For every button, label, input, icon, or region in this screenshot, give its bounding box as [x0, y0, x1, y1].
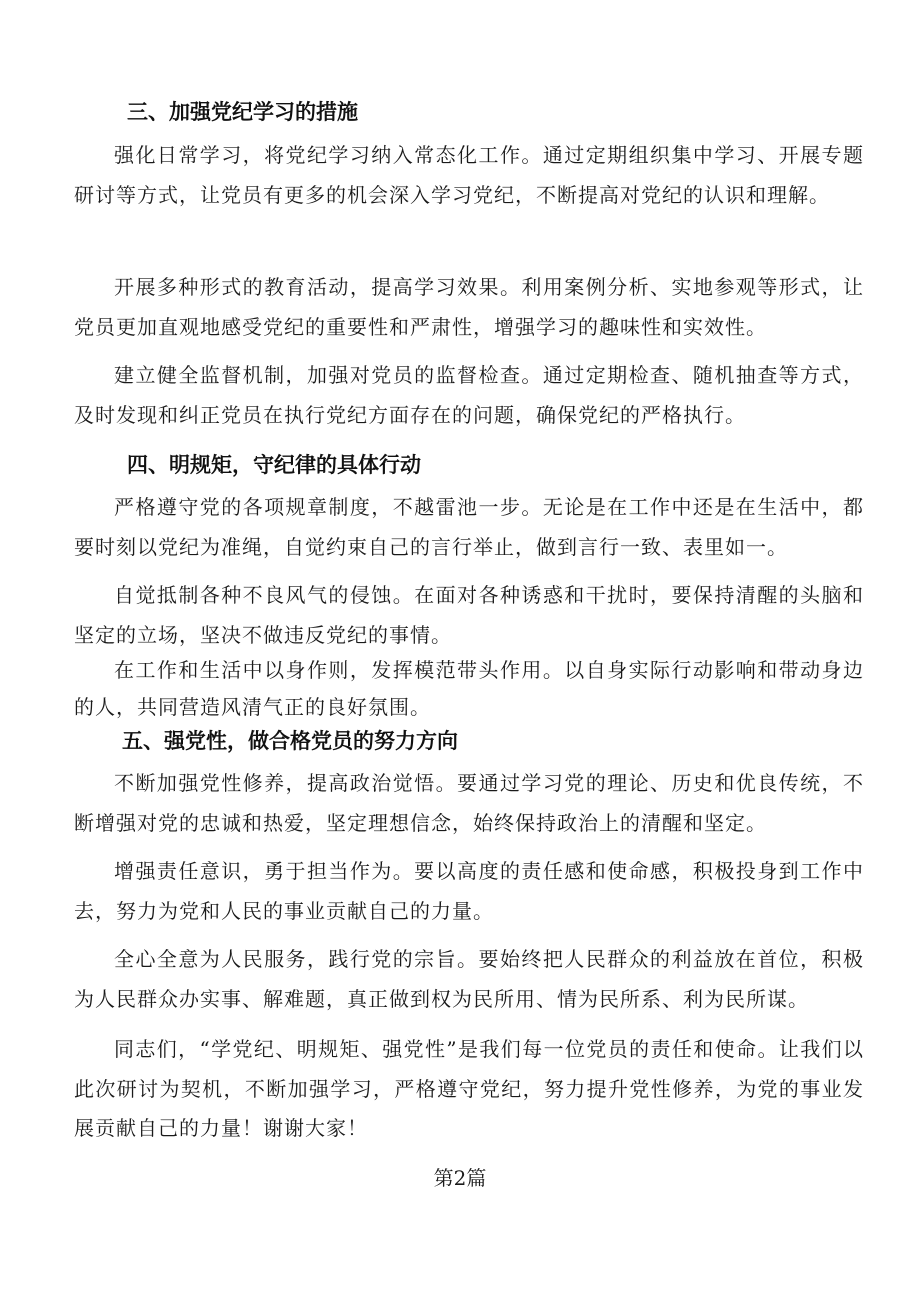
section-4-paragraph-1: 严格遵守党的各项规章制度，不越雷池一步。无论是在工作中还是在生活中，都要时刻以党纪为准绳，自觉约束自己的言行举止，做到言行一致、表里如一。	[74, 495, 864, 559]
section-3-paragraph-2: 开展多种形式的教育活动，提高学习效果。利用案例分析、实地参观等形式，让党员更加直观地感受党纪的重要性和严肃性，增强学习的趣味性和实效性。	[74, 275, 864, 339]
section-3-paragraph-1: 强化日常学习，将党纪学习纳入常态化工作。通过定期组织集中学习、开展专题研讨等方式，让党员有更多的机会深入学习党纪，不断提高对党纪的认识和理解。	[74, 143, 864, 207]
section-5-paragraph-1: 不断加强党性修养，提高政治觉悟。要通过学习党的理论、历史和优良传统，不断增强对党的忠诚和热爱，坚定理想信念，始终保持政治上的清醒和坚定。	[74, 771, 864, 835]
section-3-paragraph-3: 建立健全监督机制，加强对党员的监督检查。通过定期检查、随机抽查等方式，及时发现和纠正党员在执行党纪方面存在的问题，确保党纪的严格执行。	[74, 363, 864, 427]
closing-paragraph: 同志们，“学党纪、明规矩、强党性”是我们每一位党员的责任和使命。让我们以此次研讨为契机，不断加强学习，严格遵守党纪，努力提升党性修养，为党的事业发展贡献自己的力量！谢谢大家！	[74, 1037, 864, 1140]
section-5-heading: 五、强党性，做合格党员的努力方向	[122, 729, 458, 753]
section-5-paragraph-3: 全心全意为人民服务，践行党的宗旨。要始终把人民群众的利益放在首位，积极为人民群众办实事、解难题，真正做到权为民所用、情为民所系、利为民所谋。	[74, 947, 864, 1011]
section-3-heading: 三、加强党纪学习的措施	[127, 100, 358, 124]
next-article-label: 第2篇	[433, 1166, 487, 1190]
section-4-paragraph-2: 自觉抵制各种不良风气的侵蚀。在面对各种诱惑和干扰时，要保持清醒的头脑和坚定的立场，坚决不做违反党纪的事情。	[74, 583, 864, 647]
section-4-heading: 四、明规矩，守纪律的具体行动	[127, 453, 421, 477]
section-4-paragraph-3: 在工作和生活中以身作则，发挥模范带头作用。以自身实际行动影响和带动身边的人，共同营造风清气正的良好氛围。	[74, 658, 864, 719]
section-5-paragraph-2: 增强责任意识，勇于担当作为。要以高度的责任感和使命感，积极投身到工作中去，努力为党和人民的事业贡献自己的力量。	[74, 859, 864, 923]
